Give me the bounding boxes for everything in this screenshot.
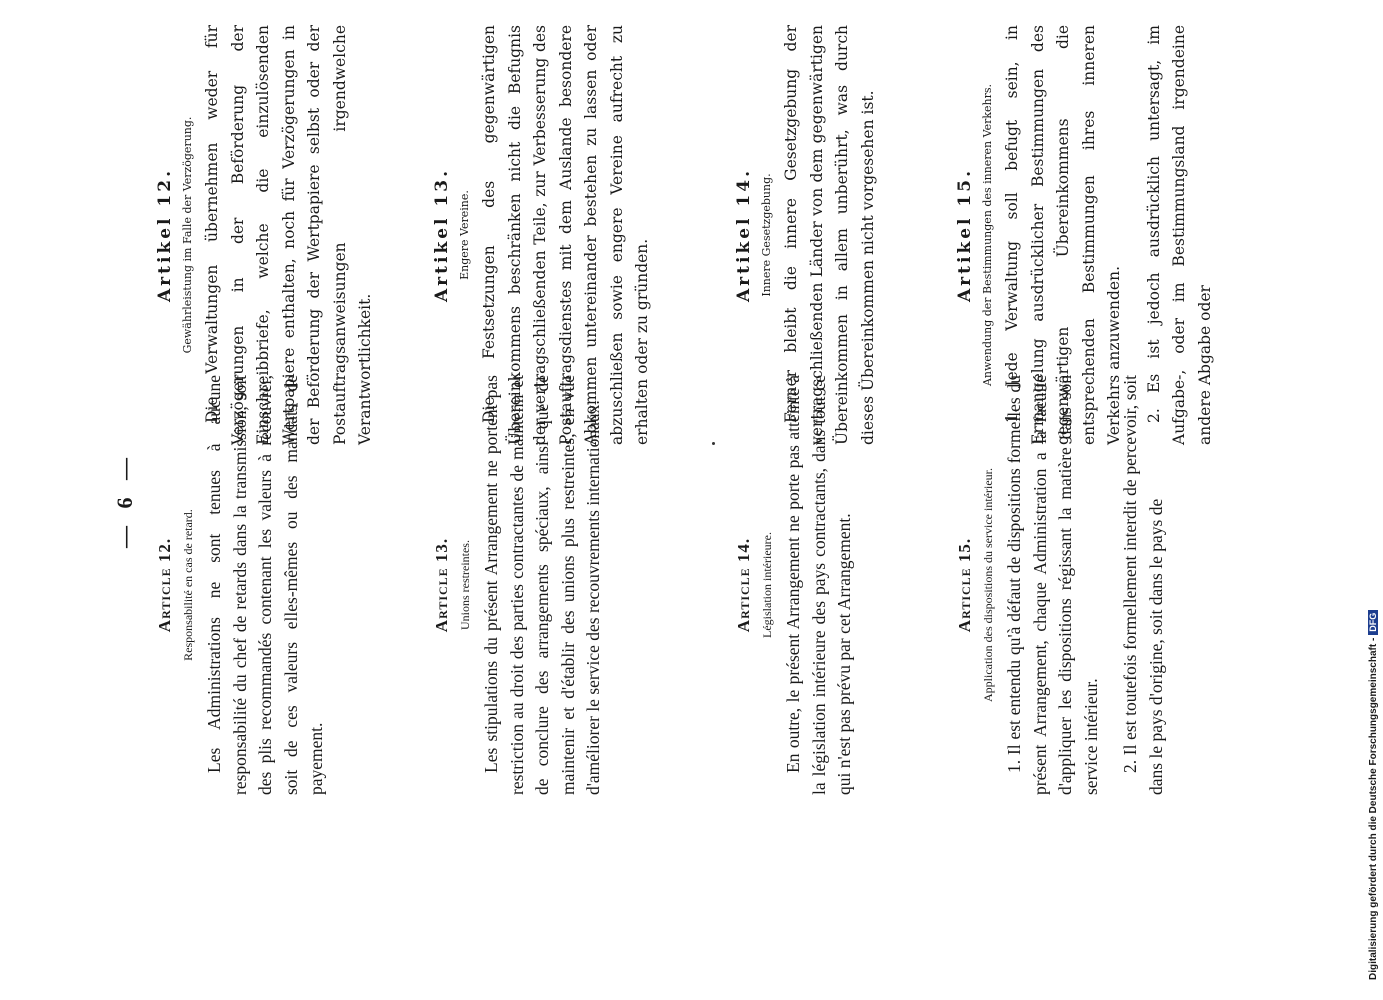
de-article-15-para2: 2. Es ist jedoch ausdrücklich untersagt, im Aufgabe-, oder im Bestimmungsland irgendeine andere Abgabe oder [1144, 25, 1214, 445]
de-article-12 [155, 25, 379, 445]
ink-dot [712, 442, 715, 445]
de-article-13 [432, 25, 656, 445]
fr-article-12-body: Les Administrations ne sont tenues à aucune responsabilité du chef de retards dans la transmission, soit des plis recommandés contenant les valeurs à recouvrer, soit de ces valeurs elles-mêmes ou des mandats de payement. [204, 375, 326, 795]
de-article-15-title: Artikel 15. [955, 168, 975, 303]
fr-article-14-subtitle: Législation intérieure. [760, 532, 774, 638]
fr-article-14-title: Article 14. [734, 537, 753, 633]
fr-article-12-subtitle: Responsabilité en cas de retard. [181, 509, 195, 661]
fr-article-14-body: En outre, le présent Arrangement ne porte pas atteinte à la législation intérieure des pays contractants, dans tout ce qui n'est pas prévu par cet Arrangement. [783, 375, 854, 795]
de-article-15-subtitle: Anwendung der Bestimmungen des inneren Verkehrs. [981, 83, 994, 387]
de-article-12-title: Artikel 12. [155, 168, 175, 303]
digitization-note-text: Digitalisierung gefördert durch die Deutsche Forschungsgemeinschaft - [1368, 637, 1379, 980]
de-article-13-subtitle: Engere Vereine. [458, 190, 471, 280]
de-article-13-title: Artikel 13. [432, 168, 452, 303]
fr-article-13-title: Article 13. [432, 537, 451, 633]
fr-article-15-subtitle: Application des dispositions du service intérieur. [981, 468, 995, 702]
digitization-note [1368, 600, 1382, 980]
de-article-12-body: Die Verwaltungen übernehmen weder für Verzögerungen in der Beförderung der Einschreibbriefe, welche die einzulösenden Wertpapiere enthalten, noch für Verzögerungen in der Beförderung der Wertpapiere selbst oder der Postauftragsanweisungen irgendwelche Verantwortlichkeit. [203, 25, 374, 445]
de-article-13-body: Die Festsetzungen des gegenwärtigen Übereinkommens beschränken nicht die Befugnis der vertragschließenden Teile, zur Verbesserung des Postauftragsdienstes mit dem Auslande besondere Abkommen untereinander bestehen zu lassen oder abzuschließen sowie engere Vereine aufrecht zu erhalten oder zu gründen. [480, 25, 651, 445]
de-article-15 [955, 25, 1218, 445]
fr-article-15-para2: 2. Il est toutefois formellement interdit de percevoir, soit dans le pays d'origine, soit dans le pays de [1120, 375, 1166, 795]
fr-article-15-title: Article 15. [955, 537, 974, 633]
de-article-14 [734, 25, 881, 445]
de-article-14-title: Artikel 14. [734, 168, 754, 303]
fr-article-12-title: Article 12. [155, 537, 174, 633]
de-article-14-body: Ferner bleibt die innere Gesetzgebung der vertragschließenden Länder von dem gegenwärtigen Übereinkommen in allem unberührt, was durch dieses Übereinkommen nicht vorgesehen ist. [782, 25, 877, 445]
fr-article-13-body: Les stipulations du présent Arrangement ne portent pas restriction au droit des parties contractantes de maintenir et de conclure des arrangements spéciaux, ainsi que de maintenir et d'établir des unions plus restreintes, en vue d'améliorer le service des recouvrements internationaux. [481, 375, 603, 795]
de-article-12-subtitle: Gewährleistung im Falle der Verzögerung. [181, 116, 194, 354]
de-article-14-subtitle: Innere Gesetzgebung. [760, 173, 773, 297]
dfg-logo: DFG [1368, 610, 1378, 635]
fr-article-15-para1: 1. Il est entendu qu'à défaut de dispositions formelles du présent Arrangement, chaque Administration a la faculté d'appliquer les dispositions régissant la matière dans son service intérieur. [1004, 375, 1101, 795]
fr-article-13-subtitle: Unions restreintes. [458, 540, 472, 630]
de-article-15-para1: 1. Jede Verwaltung soll befugt sein, in Ermangelung ausdrücklicher Bestimmungen des gegenwärtigen Übereinkommens die entsprechenden Bestimmungen ihres inneren Verkehrs anzuwenden. [1003, 25, 1123, 445]
page-number: — 6 — [112, 452, 137, 548]
